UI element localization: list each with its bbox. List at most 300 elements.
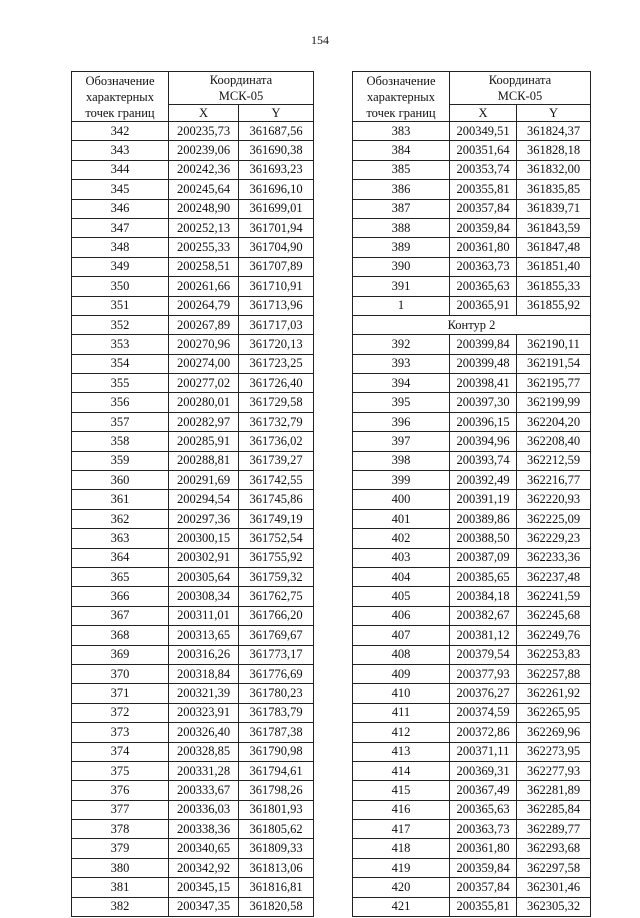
point-id-cell: 386	[353, 180, 450, 199]
table-row	[72, 257, 314, 276]
section-row	[353, 315, 591, 334]
table-row	[353, 529, 591, 548]
table-row	[72, 509, 314, 528]
table-row	[72, 781, 314, 800]
table-row	[72, 606, 314, 625]
point-id-cell: 417	[353, 820, 450, 839]
table-row	[72, 897, 314, 916]
x-coordinate-cell: 200359,84	[450, 858, 517, 877]
x-coordinate-cell: 200377,93	[450, 664, 517, 683]
table-row	[72, 567, 314, 586]
table-row	[353, 723, 591, 742]
table-row	[72, 238, 314, 257]
point-id-cell: 368	[72, 626, 169, 645]
y-coordinate-cell: 362273,95	[517, 742, 591, 761]
y-coordinate-cell: 362253,83	[517, 645, 591, 664]
point-id-cell: 351	[72, 296, 169, 315]
x-coordinate-cell: 200282,97	[169, 412, 239, 431]
x-coordinate-cell: 200389,86	[450, 509, 517, 528]
point-id-cell: 413	[353, 742, 450, 761]
x-coordinate-cell: 200392,49	[450, 471, 517, 490]
point-id-cell: 383	[353, 122, 450, 141]
point-id-cell: 358	[72, 432, 169, 451]
x-coordinate-cell: 200308,34	[169, 587, 239, 606]
y-coordinate-cell: 362281,89	[517, 781, 591, 800]
table-row	[353, 645, 591, 664]
table-row	[353, 820, 591, 839]
table-row	[353, 335, 591, 354]
point-id-cell: 347	[72, 218, 169, 237]
y-coordinate-cell: 361851,40	[517, 257, 591, 276]
x-coordinate-cell: 200245,64	[169, 180, 239, 199]
x-coordinate-cell: 200342,92	[169, 858, 239, 877]
y-coordinate-cell: 361847,48	[517, 238, 591, 257]
y-coordinate-cell: 361790,98	[239, 742, 314, 761]
x-coordinate-cell: 200347,35	[169, 897, 239, 916]
y-coordinate-cell: 361798,26	[239, 781, 314, 800]
x-coordinate-cell: 200379,54	[450, 645, 517, 664]
y-coordinate-cell: 361749,19	[239, 509, 314, 528]
x-coordinate-cell: 200270,96	[169, 335, 239, 354]
x-coordinate-cell: 200318,84	[169, 664, 239, 683]
y-coordinate-cell: 361773,17	[239, 645, 314, 664]
point-id-cell: 366	[72, 587, 169, 606]
table-row	[353, 839, 591, 858]
table-row	[72, 761, 314, 780]
x-coordinate-cell: 200396,15	[450, 412, 517, 431]
table-row	[353, 800, 591, 819]
y-coordinate-cell: 361809,33	[239, 839, 314, 858]
table-row	[72, 645, 314, 664]
y-coordinate-cell: 361816,81	[239, 878, 314, 897]
point-id-cell: 384	[353, 141, 450, 160]
x-coordinate-cell: 200361,80	[450, 839, 517, 858]
table-row	[72, 335, 314, 354]
table-row	[72, 800, 314, 819]
point-id-cell: 354	[72, 354, 169, 373]
point-id-cell: 387	[353, 199, 450, 218]
table-row	[72, 820, 314, 839]
y-coordinate-cell: 362285,84	[517, 800, 591, 819]
x-coordinate-cell: 200399,84	[450, 335, 517, 354]
x-coordinate-cell: 200338,36	[169, 820, 239, 839]
table-row	[72, 451, 314, 470]
table-row	[72, 412, 314, 431]
table-row	[72, 664, 314, 683]
point-id-cell: 402	[353, 529, 450, 548]
point-id-cell: 419	[353, 858, 450, 877]
x-coordinate-cell: 200235,73	[169, 122, 239, 141]
table-row	[72, 277, 314, 296]
table-row	[353, 432, 591, 451]
point-id-cell: 375	[72, 761, 169, 780]
x-coordinate-cell: 200365,63	[450, 277, 517, 296]
y-coordinate-cell: 361726,40	[239, 374, 314, 393]
point-id-cell: 343	[72, 141, 169, 160]
x-coordinate-cell: 200239,06	[169, 141, 239, 160]
x-coordinate-cell: 200391,19	[450, 490, 517, 509]
table-row	[353, 354, 591, 373]
x-coordinate-cell: 200285,91	[169, 432, 239, 451]
table-row	[72, 548, 314, 567]
x-coordinate-cell: 200274,00	[169, 354, 239, 373]
point-id-cell: 371	[72, 684, 169, 703]
x-coordinate-cell: 200291,69	[169, 471, 239, 490]
y-coordinate-cell: 361736,02	[239, 432, 314, 451]
table-row	[353, 664, 591, 683]
x-coordinate-cell: 200297,36	[169, 509, 239, 528]
point-id-cell: 1	[353, 296, 450, 315]
y-coordinate-cell: 362204,20	[517, 412, 591, 431]
table-row	[72, 180, 314, 199]
x-coordinate-cell: 200376,27	[450, 684, 517, 703]
table-row	[353, 257, 591, 276]
x-coordinate-cell: 200351,64	[450, 141, 517, 160]
x-coordinate-cell: 200313,65	[169, 626, 239, 645]
y-coordinate-cell: 361824,37	[517, 122, 591, 141]
header-y: Y	[517, 105, 591, 122]
y-coordinate-cell: 362277,93	[517, 761, 591, 780]
point-id-cell: 355	[72, 374, 169, 393]
table-row	[72, 122, 314, 141]
point-id-cell: 397	[353, 432, 450, 451]
table-row	[72, 141, 314, 160]
x-coordinate-cell: 200300,15	[169, 529, 239, 548]
x-coordinate-cell: 200333,67	[169, 781, 239, 800]
point-id-cell: 365	[72, 567, 169, 586]
table-row	[72, 684, 314, 703]
y-coordinate-cell: 361755,92	[239, 548, 314, 567]
x-coordinate-cell: 200264,79	[169, 296, 239, 315]
y-coordinate-cell: 361762,75	[239, 587, 314, 606]
x-coordinate-cell: 200384,18	[450, 587, 517, 606]
table-row	[72, 296, 314, 315]
point-id-cell: 394	[353, 374, 450, 393]
point-id-cell: 420	[353, 878, 450, 897]
point-id-cell: 356	[72, 393, 169, 412]
y-coordinate-cell: 361820,58	[239, 897, 314, 916]
point-id-cell: 362	[72, 509, 169, 528]
y-coordinate-cell: 361720,13	[239, 335, 314, 354]
table-row	[72, 354, 314, 373]
y-coordinate-cell: 362233,36	[517, 548, 591, 567]
x-coordinate-cell: 200255,33	[169, 238, 239, 257]
point-id-cell: 346	[72, 199, 169, 218]
table-row	[353, 393, 591, 412]
point-id-cell: 382	[72, 897, 169, 916]
point-id-cell: 414	[353, 761, 450, 780]
point-id-cell: 415	[353, 781, 450, 800]
point-id-cell: 369	[72, 645, 169, 664]
header-x: X	[169, 105, 239, 122]
table-row	[353, 451, 591, 470]
x-coordinate-cell: 200277,02	[169, 374, 239, 393]
y-coordinate-cell: 361769,67	[239, 626, 314, 645]
x-coordinate-cell: 200261,66	[169, 277, 239, 296]
y-coordinate-cell: 362237,48	[517, 567, 591, 586]
x-coordinate-cell: 200326,40	[169, 723, 239, 742]
y-coordinate-cell: 361843,59	[517, 218, 591, 237]
y-coordinate-cell: 362212,59	[517, 451, 591, 470]
x-coordinate-cell: 200363,73	[450, 257, 517, 276]
coordinates-table-left	[71, 71, 314, 917]
table-row	[353, 238, 591, 257]
x-coordinate-cell: 200328,85	[169, 742, 239, 761]
point-id-cell: 410	[353, 684, 450, 703]
y-coordinate-cell: 361855,33	[517, 277, 591, 296]
point-id-cell: 393	[353, 354, 450, 373]
point-id-cell: 404	[353, 567, 450, 586]
y-coordinate-cell: 362301,46	[517, 878, 591, 897]
x-coordinate-cell: 200302,91	[169, 548, 239, 567]
table-row	[72, 529, 314, 548]
table-row	[72, 393, 314, 412]
y-coordinate-cell: 361832,00	[517, 160, 591, 179]
y-coordinate-cell: 362216,77	[517, 471, 591, 490]
point-id-cell: 389	[353, 238, 450, 257]
x-coordinate-cell: 200359,84	[450, 218, 517, 237]
x-coordinate-cell: 200321,39	[169, 684, 239, 703]
point-id-cell: 391	[353, 277, 450, 296]
y-coordinate-cell: 362261,92	[517, 684, 591, 703]
x-coordinate-cell: 200331,28	[169, 761, 239, 780]
point-id-cell: 349	[72, 257, 169, 276]
table-row	[353, 277, 591, 296]
y-coordinate-cell: 361776,69	[239, 664, 314, 683]
table-row	[353, 509, 591, 528]
point-id-cell: 374	[72, 742, 169, 761]
x-coordinate-cell: 200387,09	[450, 548, 517, 567]
table-row	[353, 761, 591, 780]
point-id-cell: 416	[353, 800, 450, 819]
y-coordinate-cell: 362225,09	[517, 509, 591, 528]
y-coordinate-cell: 362293,68	[517, 839, 591, 858]
point-id-cell: 376	[72, 781, 169, 800]
y-coordinate-cell: 361704,90	[239, 238, 314, 257]
y-coordinate-cell: 362305,32	[517, 897, 591, 916]
point-id-cell: 406	[353, 606, 450, 625]
y-coordinate-cell: 361794,61	[239, 761, 314, 780]
y-coordinate-cell: 361855,92	[517, 296, 591, 315]
y-coordinate-cell: 362199,99	[517, 393, 591, 412]
x-coordinate-cell: 200393,74	[450, 451, 517, 470]
y-coordinate-cell: 361707,89	[239, 257, 314, 276]
point-id-cell: 364	[72, 548, 169, 567]
x-coordinate-cell: 200374,59	[450, 703, 517, 722]
table-row	[72, 742, 314, 761]
y-coordinate-cell: 361710,91	[239, 277, 314, 296]
y-coordinate-cell: 362220,93	[517, 490, 591, 509]
point-id-cell: 395	[353, 393, 450, 412]
point-id-cell: 396	[353, 412, 450, 431]
table-row	[353, 218, 591, 237]
point-id-cell: 348	[72, 238, 169, 257]
point-id-cell: 344	[72, 160, 169, 179]
table-row	[353, 606, 591, 625]
y-coordinate-cell: 361690,38	[239, 141, 314, 160]
x-coordinate-cell: 200258,51	[169, 257, 239, 276]
table-row	[72, 218, 314, 237]
y-coordinate-cell: 361717,03	[239, 315, 314, 334]
point-id-cell: 418	[353, 839, 450, 858]
y-coordinate-cell: 361742,55	[239, 471, 314, 490]
y-coordinate-cell: 361713,96	[239, 296, 314, 315]
y-coordinate-cell: 361780,23	[239, 684, 314, 703]
point-id-cell: 388	[353, 218, 450, 237]
point-id-cell: 392	[353, 335, 450, 354]
point-id-cell: 403	[353, 548, 450, 567]
x-coordinate-cell: 200252,13	[169, 218, 239, 237]
y-coordinate-cell: 362249,76	[517, 626, 591, 645]
header-y: Y	[239, 105, 314, 122]
table-row	[353, 199, 591, 218]
x-coordinate-cell: 200336,03	[169, 800, 239, 819]
table-row	[72, 587, 314, 606]
table-row	[353, 878, 591, 897]
table-row	[72, 723, 314, 742]
y-coordinate-cell: 361813,06	[239, 858, 314, 877]
x-coordinate-cell: 200365,91	[450, 296, 517, 315]
header-coordinate-group: Координата МСК-05	[169, 72, 314, 105]
header-point-label: Обозначение характерных точек границ	[72, 72, 169, 122]
x-coordinate-cell: 200280,01	[169, 393, 239, 412]
header-x: X	[450, 105, 517, 122]
table-body-left	[72, 122, 314, 917]
x-coordinate-cell: 200361,80	[450, 238, 517, 257]
y-coordinate-cell: 361766,20	[239, 606, 314, 625]
table-row	[72, 878, 314, 897]
x-coordinate-cell: 200288,81	[169, 451, 239, 470]
x-coordinate-cell: 200365,63	[450, 800, 517, 819]
table-row	[353, 296, 591, 315]
x-coordinate-cell: 200372,86	[450, 723, 517, 742]
x-coordinate-cell: 200371,11	[450, 742, 517, 761]
x-coordinate-cell: 200349,51	[450, 122, 517, 141]
x-coordinate-cell: 200397,30	[450, 393, 517, 412]
contour-heading: Контур 2	[353, 315, 591, 334]
table-row	[353, 374, 591, 393]
table-body-right	[353, 122, 591, 917]
x-coordinate-cell: 200355,81	[450, 180, 517, 199]
y-coordinate-cell: 362289,77	[517, 820, 591, 839]
point-id-cell: 350	[72, 277, 169, 296]
table-row	[353, 684, 591, 703]
x-coordinate-cell: 200399,48	[450, 354, 517, 373]
y-coordinate-cell: 361759,32	[239, 567, 314, 586]
y-coordinate-cell: 361839,71	[517, 199, 591, 218]
point-id-cell: 370	[72, 664, 169, 683]
x-coordinate-cell: 200323,91	[169, 703, 239, 722]
y-coordinate-cell: 362229,23	[517, 529, 591, 548]
y-coordinate-cell: 362269,96	[517, 723, 591, 742]
table-row	[72, 199, 314, 218]
header-coordinate-group: Координата МСК-05	[450, 72, 591, 105]
table-row	[353, 490, 591, 509]
point-id-cell: 373	[72, 723, 169, 742]
y-coordinate-cell: 361787,38	[239, 723, 314, 742]
x-coordinate-cell: 200363,73	[450, 820, 517, 839]
x-coordinate-cell: 200248,90	[169, 199, 239, 218]
table-row	[72, 315, 314, 334]
point-id-cell: 408	[353, 645, 450, 664]
y-coordinate-cell: 361739,27	[239, 451, 314, 470]
table-row	[353, 141, 591, 160]
point-id-cell: 405	[353, 587, 450, 606]
table-row	[72, 839, 314, 858]
point-id-cell: 352	[72, 315, 169, 334]
table-row	[353, 858, 591, 877]
y-coordinate-cell: 362190,11	[517, 335, 591, 354]
point-id-cell: 381	[72, 878, 169, 897]
point-id-cell: 407	[353, 626, 450, 645]
y-coordinate-cell: 361699,01	[239, 199, 314, 218]
table-row	[353, 703, 591, 722]
x-coordinate-cell: 200388,50	[450, 529, 517, 548]
table-row	[353, 160, 591, 179]
point-id-cell: 360	[72, 471, 169, 490]
x-coordinate-cell: 200357,84	[450, 878, 517, 897]
x-coordinate-cell: 200305,64	[169, 567, 239, 586]
point-id-cell: 359	[72, 451, 169, 470]
x-coordinate-cell: 200340,65	[169, 839, 239, 858]
table-row	[353, 567, 591, 586]
coordinates-table-right	[352, 71, 591, 917]
point-id-cell: 379	[72, 839, 169, 858]
x-coordinate-cell: 200345,15	[169, 878, 239, 897]
point-id-cell: 385	[353, 160, 450, 179]
y-coordinate-cell: 362195,77	[517, 374, 591, 393]
x-coordinate-cell: 200367,49	[450, 781, 517, 800]
y-coordinate-cell: 361835,85	[517, 180, 591, 199]
x-coordinate-cell: 200355,81	[450, 897, 517, 916]
point-id-cell: 412	[353, 723, 450, 742]
table-row	[72, 160, 314, 179]
point-id-cell: 400	[353, 490, 450, 509]
point-id-cell: 421	[353, 897, 450, 916]
point-id-cell: 372	[72, 703, 169, 722]
table-row	[353, 122, 591, 141]
table-row	[353, 587, 591, 606]
point-id-cell: 380	[72, 858, 169, 877]
y-coordinate-cell: 361745,86	[239, 490, 314, 509]
x-coordinate-cell: 200369,31	[450, 761, 517, 780]
x-coordinate-cell: 200398,41	[450, 374, 517, 393]
table-row	[353, 548, 591, 567]
point-id-cell: 357	[72, 412, 169, 431]
point-id-cell: 411	[353, 703, 450, 722]
point-id-cell: 390	[353, 257, 450, 276]
x-coordinate-cell: 200357,84	[450, 199, 517, 218]
x-coordinate-cell: 200316,26	[169, 645, 239, 664]
table-row	[72, 432, 314, 451]
point-id-cell: 342	[72, 122, 169, 141]
point-id-cell: 345	[72, 180, 169, 199]
point-id-cell: 353	[72, 335, 169, 354]
table-row	[72, 626, 314, 645]
table-row	[72, 703, 314, 722]
x-coordinate-cell: 200294,54	[169, 490, 239, 509]
point-id-cell: 378	[72, 820, 169, 839]
table-row	[353, 412, 591, 431]
y-coordinate-cell: 361828,18	[517, 141, 591, 160]
table-row	[353, 180, 591, 199]
table-row	[353, 897, 591, 916]
x-coordinate-cell: 200385,65	[450, 567, 517, 586]
x-coordinate-cell: 200394,96	[450, 432, 517, 451]
table-row	[72, 490, 314, 509]
y-coordinate-cell: 361729,58	[239, 393, 314, 412]
table-row	[72, 858, 314, 877]
